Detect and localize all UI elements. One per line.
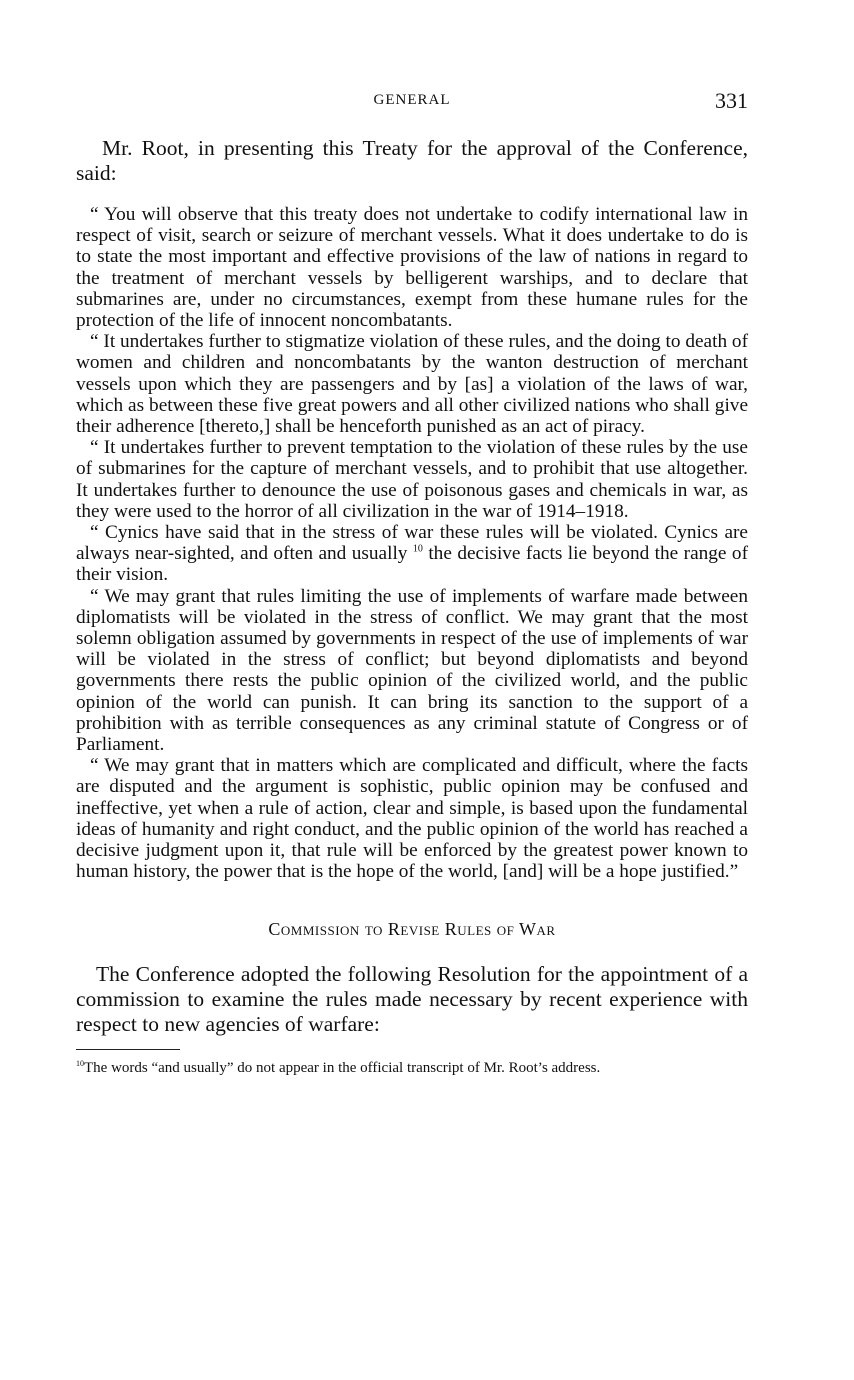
quote-paragraph-2: “ It undertakes further to stigmatize violation of these rules, and the doing to death of women and children and noncombatants by the wanton destruction of merchant vessels upon which they are passengers and by [as] a violation of the laws of war, which as between these five great powers and all other civilized nations who shall give their adherence [thereto,] shall be henceforth punished as an act of piracy. xyxy=(76,331,748,438)
quote-paragraph-6: “ We may grant that in matters which are complicated and difficult, where the facts are disputed and the argument is sophistic, public opinion may be confused and ineffective, yet when a rule of action, clear and simple, is based upon the fundamental ideas of humanity and right conduct, and the public opinion of the world has reached a decisive judgment upon it, that rule will be enforced by the greatest power known to human history, the power that is the hope of the world, [and] will be a hope justified.” xyxy=(76,755,748,883)
quote-paragraph-4-text: “ Cynics have said that in the stress of war these rules will be violated. Cynics are always near-sighted, and often and usually xyxy=(76,522,748,565)
quote-paragraph-4 xyxy=(76,522,748,586)
quote-paragraph-1: “ You will observe that this treaty does not undertake to codify international law in respect of visit, search or seizure of merchant vessels. What it does undertake to do is to state the most important and effective provisions of the law of nations in regard to the treatment of merchant vessels by belligerent warships, and to declare that submarines are, under no circumstances, exempt from these humane rules for the protection of the life of innocent noncombatants. xyxy=(76,204,748,332)
footnote xyxy=(76,1060,748,1077)
section-paragraph: The Conference adopted the following Resolution for the appointment of a commission to examine the rules made necessary by recent experience with respect to new agencies of warfare: xyxy=(76,961,748,1036)
running-head: GENERAL xyxy=(373,92,451,108)
footnote-marker: 10 xyxy=(76,1058,84,1068)
intro-paragraph: Mr. Root, in presenting this Treaty for the approval of the Conference, said: xyxy=(76,136,748,185)
page-number: 331 xyxy=(715,88,748,113)
book-page xyxy=(76,88,748,1077)
footnote-text: The words “and usually” do not appear in the official transcript of Mr. Root’s address. xyxy=(84,1059,601,1076)
quote-paragraph-3: “ It undertakes further to prevent temptation to the violation of these rules by the use of submarines for the capture of merchant vessels, and to prohibit that use altogether. It undertakes further to denounce the use of poisonous gases and chemicals in war, as they were used to the horror of all civilization in the war of 1914–1918. xyxy=(76,437,748,522)
section-heading: Commission to Revise Rules of War xyxy=(268,918,556,939)
footnote-divider xyxy=(76,1049,180,1050)
page-header xyxy=(76,88,748,122)
footnote-reference[interactable]: 10 xyxy=(412,543,423,555)
quote-paragraph-4-end: the decisive facts lie beyond the range of their vision. xyxy=(76,543,748,586)
quote-paragraph-5: “ We may grant that rules limiting the use of implements of warfare made between diplomatists will be violated in the stress of conflict. We may grant that the most solemn obligation assumed by governments in respect of the use of implements of war will be violated in the stress of conflict; but beyond diplomatists and beyond governments there rests the public opinion of the civilized world, and the public opinion of the world can punish. It can bring its sanction to the support of a prohibition with as terrible consequences as any criminal statute of Congress or of Parliament. xyxy=(76,585,748,756)
quoted-address xyxy=(76,204,748,883)
